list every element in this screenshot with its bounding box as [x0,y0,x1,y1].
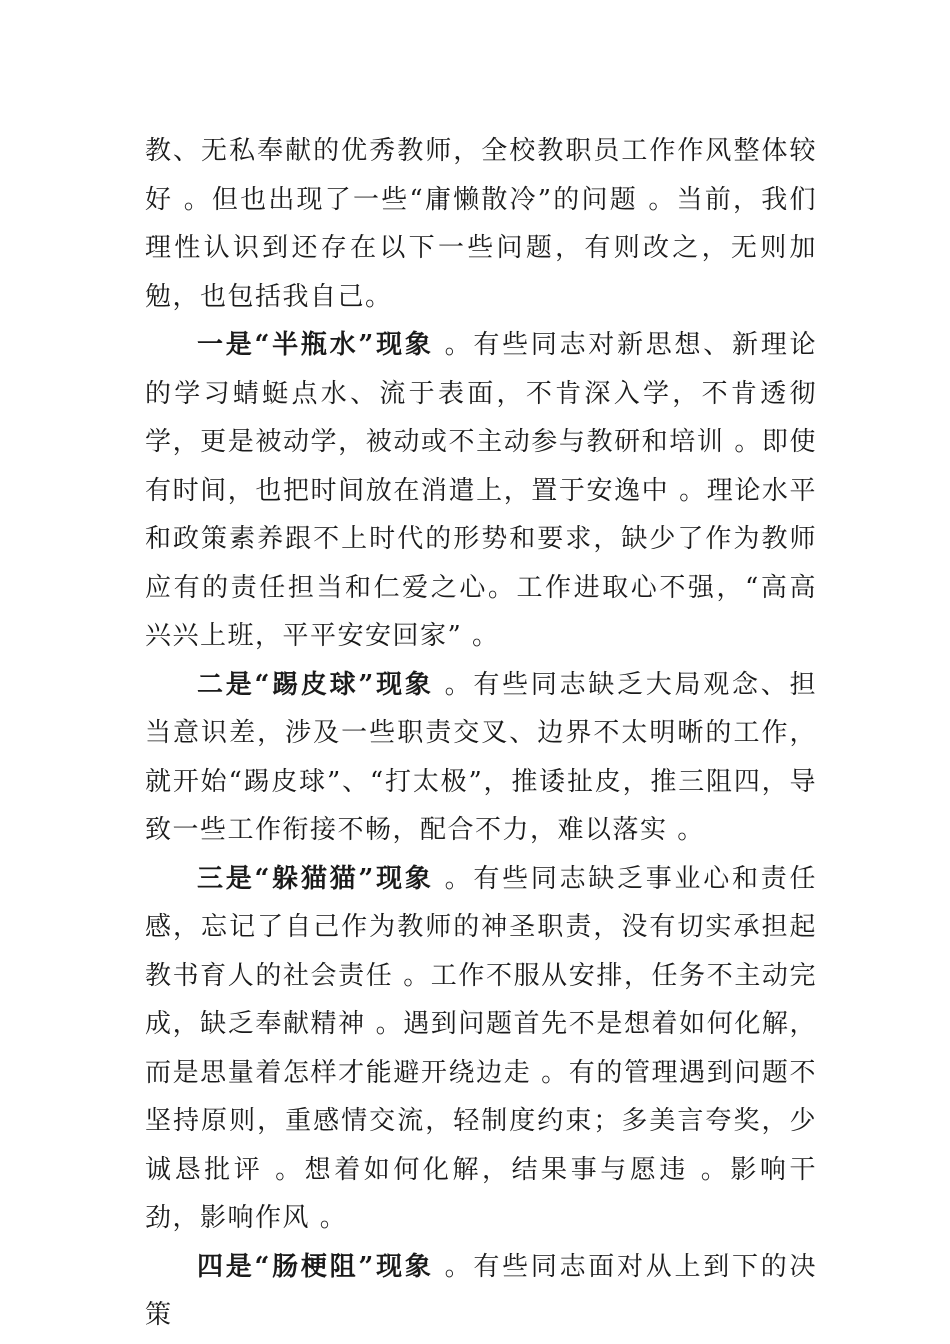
paragraph-lead: 一是“半瓶水”现象 [197,330,434,360]
paragraph-text: 。有些同志缺乏事业心和责任感，忘记了自己作为教师的神圣职责，没有切实承担起教书育人的社会责任 。工作不服从安排，任务不主动完成，缺乏奉献精神 。遇到问题首先不是想着如何化解，而是思量着怎样才能避开绕边走 。有的管理遇到问题不坚持原则，重感情交流，轻制度约束；多美言夸奖，少诚恳批评 。想着如何化解，结果事与愿违 。影响干劲，影响作风 。 [145,863,817,1233]
paragraph-lead: 二是“踢皮球”现象 [197,669,434,700]
paragraph-lead: 三是“躲猫猫”现象 [197,863,434,894]
paragraph-obstruction [145,1243,817,1340]
paragraph-intro [145,127,817,321]
paragraph-text: 教、无私奉献的优秀教师，全校教职员工作作风整体较好 。但也出现了一些“庸懒散冷”的问题 。当前，我们理性认识到还存在以下一些问题，有则改之，无则加勉，也包括我自己。 [145,136,817,312]
paragraph-half-bottle [145,321,817,661]
paragraph-kick-ball [145,661,817,855]
paragraph-text: 。有些同志面对从上到下的决策 [145,1251,817,1330]
paragraph-text: 。有些同志对新思想、新理论的学习蜻蜓点水、流于表面，不肯深入学，不肯透彻学，更是被动学，被动或不主动参与教研和培训 。即使有时间，也把时间放在消遣上，置于安逸中 。理论水平和政策素养跟不上时代的形势和要求，缺少了作为教师应有的责任担当和仁爱之心。工作进取心不强，“高高兴兴上班，平平安安回家” 。 [145,330,817,651]
document-body [145,127,817,1340]
paragraph-text: 。有些同志缺乏大局观念、担当意识差，涉及一些职责交叉、边界不太明晰的工作，就开始“踢皮球”、“打太极”，推诿扯皮，推三阻四，导致一些工作衔接不畅，配合不力，难以落实 。 [145,669,817,845]
paragraph-hide-seek [145,855,817,1243]
paragraph-lead: 四是“肠梗阻”现象 [197,1251,434,1282]
